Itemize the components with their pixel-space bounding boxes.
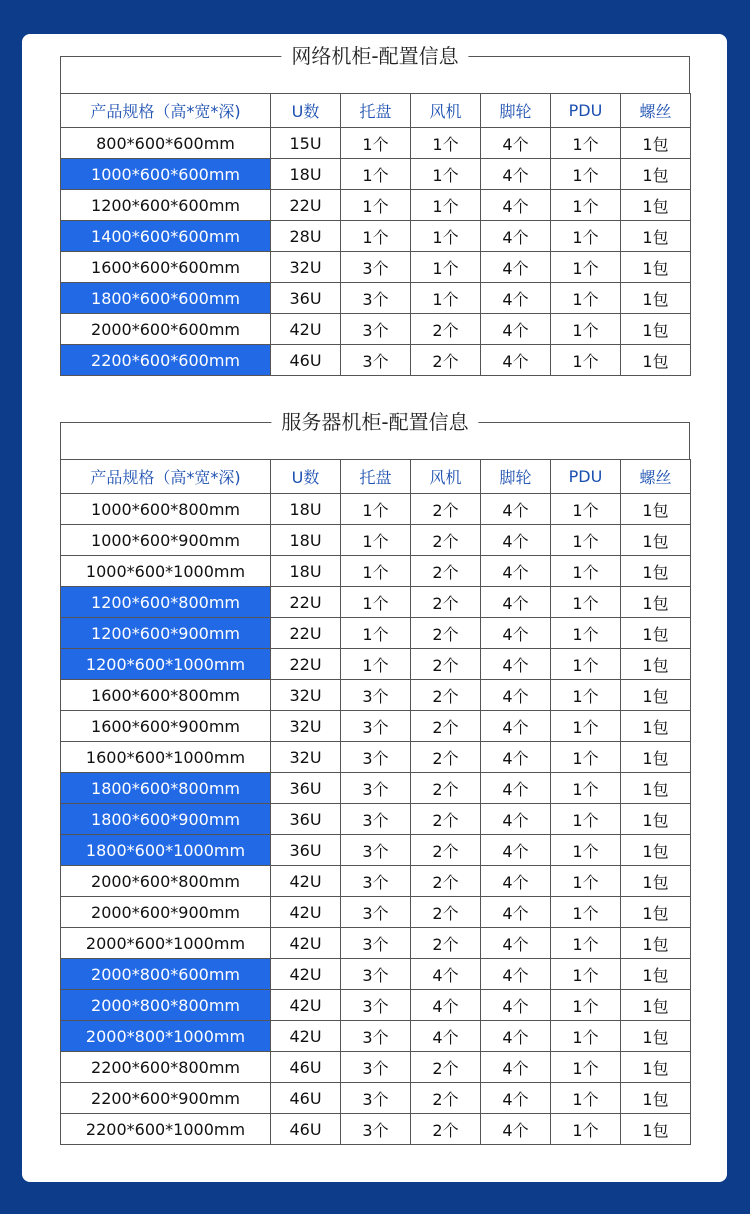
table-row (61, 283, 691, 314)
spec-cell: 1600*600*800mm (61, 680, 271, 711)
pdu-cell: 1个 (551, 928, 621, 959)
screw-cell: 1包 (621, 190, 691, 221)
spec-cell: 1000*600*900mm (61, 525, 271, 556)
pdu-cell: 1个 (551, 773, 621, 804)
screw-cell: 1包 (621, 618, 691, 649)
pdu-cell: 1个 (551, 711, 621, 742)
tray-cell: 3个 (341, 252, 411, 283)
spec-cell: 1800*600*1000mm (61, 835, 271, 866)
fan-cell: 1个 (411, 283, 481, 314)
tray-cell: 3个 (341, 990, 411, 1021)
caster-cell: 4个 (481, 742, 551, 773)
u-cell: 22U (271, 587, 341, 618)
table-row (61, 159, 691, 190)
caster-cell: 4个 (481, 221, 551, 252)
caster-cell: 4个 (481, 1114, 551, 1145)
header-fan: 风机 (411, 94, 481, 128)
screw-cell: 1包 (621, 345, 691, 376)
tray-cell: 1个 (341, 128, 411, 159)
screw-cell: 1包 (621, 835, 691, 866)
screw-cell: 1包 (621, 897, 691, 928)
tray-cell: 3个 (341, 928, 411, 959)
content-card (22, 34, 727, 1182)
table-row (61, 711, 691, 742)
pdu-cell: 1个 (551, 190, 621, 221)
caster-cell: 4个 (481, 159, 551, 190)
network-title-box (60, 44, 690, 93)
fan-cell: 2个 (411, 1052, 481, 1083)
fan-cell: 2个 (411, 345, 481, 376)
screw-cell: 1包 (621, 221, 691, 252)
server-config-table (60, 459, 691, 1145)
caster-cell: 4个 (481, 1021, 551, 1052)
network-table-body (61, 128, 691, 376)
header-pdu: PDU (551, 460, 621, 494)
u-cell: 28U (271, 221, 341, 252)
caster-cell: 4个 (481, 494, 551, 525)
spec-cell: 1600*600*1000mm (61, 742, 271, 773)
fan-cell: 2个 (411, 742, 481, 773)
spec-cell: 1000*600*600mm (61, 159, 271, 190)
tray-cell: 1个 (341, 618, 411, 649)
caster-cell: 4个 (481, 990, 551, 1021)
fan-cell: 2个 (411, 1114, 481, 1145)
u-cell: 36U (271, 773, 341, 804)
caster-cell: 4个 (481, 649, 551, 680)
table-row (61, 835, 691, 866)
caster-cell: 4个 (481, 804, 551, 835)
tray-cell: 1个 (341, 556, 411, 587)
network-config-table (60, 93, 691, 376)
u-cell: 42U (271, 1021, 341, 1052)
caster-cell: 4个 (481, 1052, 551, 1083)
u-cell: 36U (271, 835, 341, 866)
pdu-cell: 1个 (551, 556, 621, 587)
screw-cell: 1包 (621, 1083, 691, 1114)
table-row (61, 990, 691, 1021)
u-cell: 46U (271, 1052, 341, 1083)
server-cabinet-section (60, 410, 690, 1145)
u-cell: 46U (271, 1114, 341, 1145)
u-cell: 18U (271, 525, 341, 556)
table-row (61, 525, 691, 556)
pdu-cell: 1个 (551, 283, 621, 314)
fan-cell: 1个 (411, 190, 481, 221)
u-cell: 42U (271, 928, 341, 959)
spec-cell: 1800*600*600mm (61, 283, 271, 314)
caster-cell: 4个 (481, 283, 551, 314)
table-row (61, 897, 691, 928)
screw-cell: 1包 (621, 959, 691, 990)
fan-cell: 2个 (411, 866, 481, 897)
pdu-cell: 1个 (551, 159, 621, 190)
tray-cell: 3个 (341, 897, 411, 928)
caster-cell: 4个 (481, 128, 551, 159)
fan-cell: 1个 (411, 252, 481, 283)
screw-cell: 1包 (621, 252, 691, 283)
screw-cell: 1包 (621, 1021, 691, 1052)
screw-cell: 1包 (621, 928, 691, 959)
screw-cell: 1包 (621, 711, 691, 742)
screw-cell: 1包 (621, 283, 691, 314)
fan-cell: 2个 (411, 618, 481, 649)
pdu-cell: 1个 (551, 649, 621, 680)
u-cell: 42U (271, 990, 341, 1021)
pdu-cell: 1个 (551, 804, 621, 835)
screw-cell: 1包 (621, 990, 691, 1021)
tray-cell: 3个 (341, 866, 411, 897)
header-caster: 脚轮 (481, 460, 551, 494)
header-screw: 螺丝 (621, 94, 691, 128)
spec-cell: 2000*600*1000mm (61, 928, 271, 959)
tray-cell: 3个 (341, 1083, 411, 1114)
table-row (61, 314, 691, 345)
pdu-cell: 1个 (551, 680, 621, 711)
header-pdu: PDU (551, 94, 621, 128)
u-cell: 18U (271, 159, 341, 190)
u-cell: 36U (271, 804, 341, 835)
caster-cell: 4个 (481, 959, 551, 990)
screw-cell: 1包 (621, 587, 691, 618)
server-title-box (60, 410, 690, 459)
fan-cell: 2个 (411, 680, 481, 711)
header-spec: 产品规格（高*宽*深) (61, 460, 271, 494)
pdu-cell: 1个 (551, 252, 621, 283)
header-tray: 托盘 (341, 460, 411, 494)
pdu-cell: 1个 (551, 959, 621, 990)
u-cell: 22U (271, 190, 341, 221)
table-row (61, 804, 691, 835)
header-spec: 产品规格（高*宽*深) (61, 94, 271, 128)
u-cell: 46U (271, 345, 341, 376)
u-cell: 18U (271, 494, 341, 525)
fan-cell: 2个 (411, 525, 481, 556)
spec-cell: 800*600*600mm (61, 128, 271, 159)
caster-cell: 4个 (481, 525, 551, 556)
fan-cell: 1个 (411, 221, 481, 252)
spec-cell: 2000*800*600mm (61, 959, 271, 990)
screw-cell: 1包 (621, 742, 691, 773)
caster-cell: 4个 (481, 618, 551, 649)
table-row (61, 252, 691, 283)
caster-cell: 4个 (481, 252, 551, 283)
table-row (61, 928, 691, 959)
tray-cell: 3个 (341, 680, 411, 711)
caster-cell: 4个 (481, 866, 551, 897)
fan-cell: 1个 (411, 159, 481, 190)
table-header-row (61, 94, 691, 128)
table-header-row (61, 460, 691, 494)
fan-cell: 2个 (411, 314, 481, 345)
header-caster: 脚轮 (481, 94, 551, 128)
tray-cell: 3个 (341, 345, 411, 376)
spec-cell: 2000*600*900mm (61, 897, 271, 928)
server-section-title: 服务器机柜-配置信息 (271, 409, 478, 435)
spec-cell: 2200*600*800mm (61, 1052, 271, 1083)
pdu-cell: 1个 (551, 525, 621, 556)
screw-cell: 1包 (621, 649, 691, 680)
header-screw: 螺丝 (621, 460, 691, 494)
tray-cell: 1个 (341, 221, 411, 252)
fan-cell: 2个 (411, 928, 481, 959)
spec-cell: 1600*600*600mm (61, 252, 271, 283)
fan-cell: 2个 (411, 494, 481, 525)
spec-cell: 1000*600*800mm (61, 494, 271, 525)
u-cell: 36U (271, 283, 341, 314)
table-row (61, 1021, 691, 1052)
screw-cell: 1包 (621, 128, 691, 159)
table-row (61, 866, 691, 897)
pdu-cell: 1个 (551, 1021, 621, 1052)
fan-cell: 2个 (411, 556, 481, 587)
tray-cell: 3个 (341, 742, 411, 773)
tray-cell: 3个 (341, 1052, 411, 1083)
pdu-cell: 1个 (551, 221, 621, 252)
table-row (61, 1083, 691, 1114)
pdu-cell: 1个 (551, 587, 621, 618)
network-cabinet-section (60, 44, 690, 376)
caster-cell: 4个 (481, 928, 551, 959)
spec-cell: 1400*600*600mm (61, 221, 271, 252)
pdu-cell: 1个 (551, 835, 621, 866)
spec-cell: 2000*600*800mm (61, 866, 271, 897)
fan-cell: 1个 (411, 128, 481, 159)
table-row (61, 959, 691, 990)
fan-cell: 4个 (411, 1021, 481, 1052)
tray-cell: 3个 (341, 711, 411, 742)
pdu-cell: 1个 (551, 990, 621, 1021)
spec-cell: 2000*800*800mm (61, 990, 271, 1021)
pdu-cell: 1个 (551, 1083, 621, 1114)
screw-cell: 1包 (621, 525, 691, 556)
u-cell: 15U (271, 128, 341, 159)
table-row (61, 1114, 691, 1145)
screw-cell: 1包 (621, 556, 691, 587)
u-cell: 46U (271, 1083, 341, 1114)
caster-cell: 4个 (481, 835, 551, 866)
u-cell: 32U (271, 742, 341, 773)
screw-cell: 1包 (621, 494, 691, 525)
table-row (61, 128, 691, 159)
tray-cell: 3个 (341, 283, 411, 314)
spec-cell: 2000*800*1000mm (61, 1021, 271, 1052)
fan-cell: 4个 (411, 990, 481, 1021)
pdu-cell: 1个 (551, 345, 621, 376)
table-row (61, 1052, 691, 1083)
pdu-cell: 1个 (551, 897, 621, 928)
spec-cell: 2200*600*900mm (61, 1083, 271, 1114)
screw-cell: 1包 (621, 773, 691, 804)
screw-cell: 1包 (621, 866, 691, 897)
table-row (61, 773, 691, 804)
header-u: U数 (271, 460, 341, 494)
screw-cell: 1包 (621, 804, 691, 835)
tray-cell: 1个 (341, 190, 411, 221)
network-section-title: 网络机柜-配置信息 (281, 43, 468, 69)
pdu-cell: 1个 (551, 1052, 621, 1083)
screw-cell: 1包 (621, 1052, 691, 1083)
spec-cell: 1800*600*900mm (61, 804, 271, 835)
u-cell: 42U (271, 866, 341, 897)
table-row (61, 345, 691, 376)
screw-cell: 1包 (621, 1114, 691, 1145)
u-cell: 32U (271, 711, 341, 742)
fan-cell: 2个 (411, 587, 481, 618)
table-row (61, 680, 691, 711)
spec-cell: 2200*600*1000mm (61, 1114, 271, 1145)
pdu-cell: 1个 (551, 618, 621, 649)
caster-cell: 4个 (481, 680, 551, 711)
tray-cell: 3个 (341, 314, 411, 345)
spec-cell: 1200*600*900mm (61, 618, 271, 649)
pdu-cell: 1个 (551, 128, 621, 159)
caster-cell: 4个 (481, 1083, 551, 1114)
spec-cell: 1600*600*900mm (61, 711, 271, 742)
spec-cell: 2000*600*600mm (61, 314, 271, 345)
pdu-cell: 1个 (551, 314, 621, 345)
spec-cell: 1000*600*1000mm (61, 556, 271, 587)
fan-cell: 2个 (411, 835, 481, 866)
u-cell: 22U (271, 618, 341, 649)
u-cell: 32U (271, 680, 341, 711)
u-cell: 22U (271, 649, 341, 680)
fan-cell: 2个 (411, 773, 481, 804)
pdu-cell: 1个 (551, 494, 621, 525)
spec-cell: 2200*600*600mm (61, 345, 271, 376)
fan-cell: 2个 (411, 897, 481, 928)
fan-cell: 2个 (411, 649, 481, 680)
tray-cell: 3个 (341, 1114, 411, 1145)
server-table-body (61, 494, 691, 1145)
caster-cell: 4个 (481, 314, 551, 345)
spec-cell: 1800*600*800mm (61, 773, 271, 804)
spec-cell: 1200*600*1000mm (61, 649, 271, 680)
fan-cell: 2个 (411, 1083, 481, 1114)
tray-cell: 1个 (341, 159, 411, 190)
table-row (61, 494, 691, 525)
u-cell: 42U (271, 897, 341, 928)
pdu-cell: 1个 (551, 1114, 621, 1145)
fan-cell: 4个 (411, 959, 481, 990)
spec-cell: 1200*600*600mm (61, 190, 271, 221)
table-row (61, 618, 691, 649)
tray-cell: 3个 (341, 773, 411, 804)
table-row (61, 556, 691, 587)
caster-cell: 4个 (481, 711, 551, 742)
caster-cell: 4个 (481, 897, 551, 928)
table-row (61, 190, 691, 221)
caster-cell: 4个 (481, 556, 551, 587)
pdu-cell: 1个 (551, 742, 621, 773)
tray-cell: 1个 (341, 587, 411, 618)
fan-cell: 2个 (411, 804, 481, 835)
header-tray: 托盘 (341, 94, 411, 128)
table-row (61, 221, 691, 252)
tray-cell: 1个 (341, 649, 411, 680)
tray-cell: 3个 (341, 959, 411, 990)
table-row (61, 649, 691, 680)
u-cell: 32U (271, 252, 341, 283)
screw-cell: 1包 (621, 314, 691, 345)
caster-cell: 4个 (481, 773, 551, 804)
tray-cell: 3个 (341, 804, 411, 835)
table-row (61, 587, 691, 618)
table-row (61, 742, 691, 773)
spec-cell: 1200*600*800mm (61, 587, 271, 618)
header-fan: 风机 (411, 460, 481, 494)
tray-cell: 1个 (341, 525, 411, 556)
header-u: U数 (271, 94, 341, 128)
screw-cell: 1包 (621, 680, 691, 711)
pdu-cell: 1个 (551, 866, 621, 897)
tray-cell: 3个 (341, 835, 411, 866)
tray-cell: 3个 (341, 1021, 411, 1052)
u-cell: 42U (271, 959, 341, 990)
caster-cell: 4个 (481, 190, 551, 221)
caster-cell: 4个 (481, 345, 551, 376)
screw-cell: 1包 (621, 159, 691, 190)
caster-cell: 4个 (481, 587, 551, 618)
u-cell: 42U (271, 314, 341, 345)
fan-cell: 2个 (411, 711, 481, 742)
tray-cell: 1个 (341, 494, 411, 525)
u-cell: 18U (271, 556, 341, 587)
